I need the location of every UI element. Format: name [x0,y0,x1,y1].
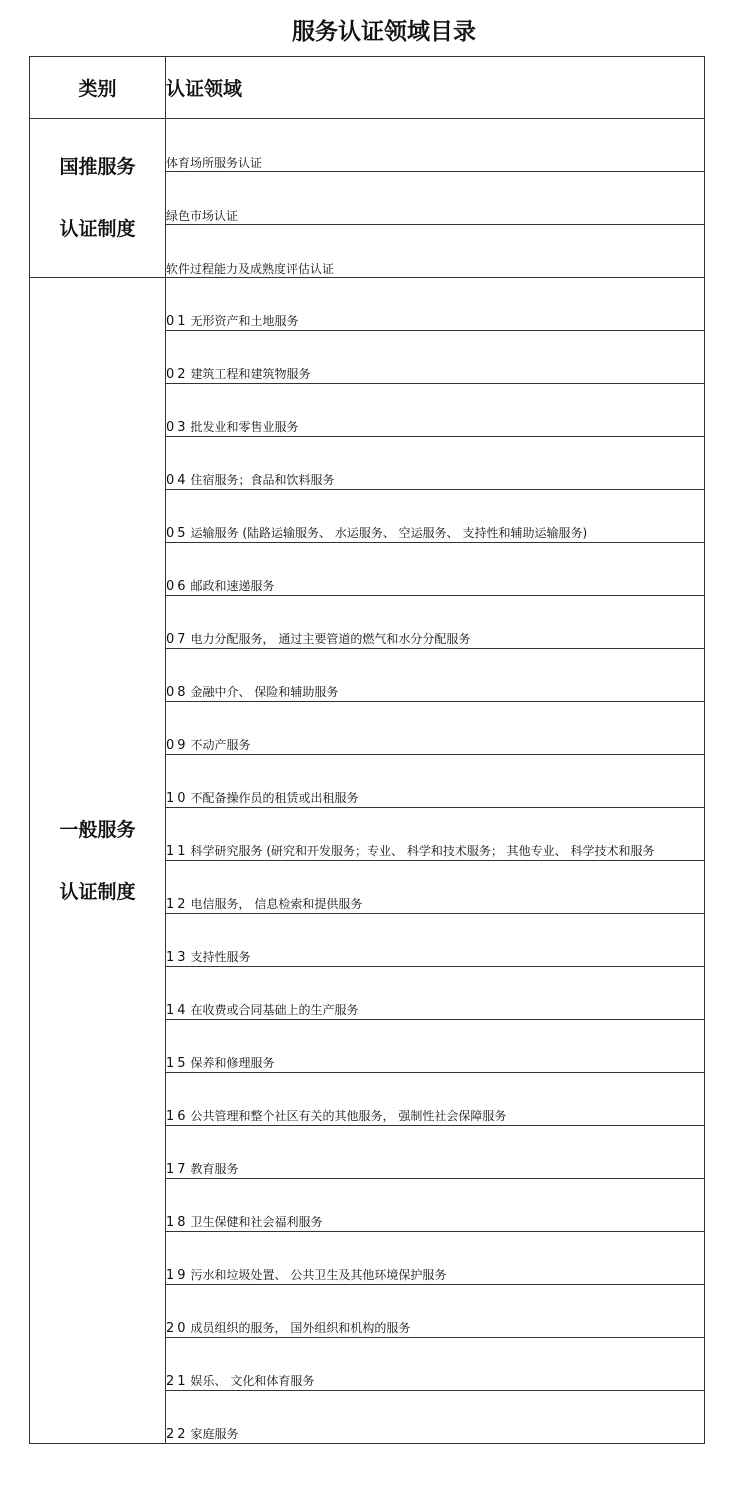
area-number: 01 [166,314,189,329]
area-cell [166,331,705,384]
area-cell [166,1285,705,1338]
area-number: 14 [166,1003,189,1018]
area-label: 娱乐、 文化和体育服务 [190,1374,315,1388]
area-cell [166,1391,705,1444]
header-area: 认证领域 [166,57,705,119]
page-title: 服务认证领域目录 [292,19,476,45]
area-label: 电力分配服务， 通过主要管道的燃气和水分分配服务 [190,632,471,646]
area-number: 08 [166,685,189,700]
area-number: 22 [166,1427,189,1442]
area-label: 金融中介、 保险和辅助服务 [190,685,339,699]
area-label: 无形资产和土地服务 [190,314,299,328]
area-label: 公共管理和整个社区有关的其他服务， 强制性社会保障服务 [190,1109,507,1123]
area-number: 10 [166,791,189,806]
area-label: 住宿服务；食品和饮料服务 [190,473,335,487]
category-label-line: 认证制度 [59,218,136,240]
area-cell [166,1126,705,1179]
area-label: 不动产服务 [190,738,251,752]
area-cell [166,543,705,596]
area-number: 20 [166,1321,189,1336]
area-label: 保养和修理服务 [190,1056,275,1070]
area-cell [166,596,705,649]
area-number: 04 [166,473,189,488]
area-number: 12 [166,897,189,912]
area-cell [166,861,705,914]
area-label: 科学研究服务 (研究和开发服务；专业、 科学和技术服务； 其他专业、 科学技术和服务 [190,844,655,858]
area-label: 污水和垃圾处置、 公共卫生及其他环境保护服务 [190,1268,447,1282]
area-cell [166,1232,705,1285]
area-cell [166,437,705,490]
table-body [30,119,705,1444]
area-label: 电信服务， 信息检索和提供服务 [190,897,363,911]
table-row [30,278,705,331]
area-number: 17 [166,1162,189,1177]
area-cell [166,967,705,1020]
category-cell [30,278,166,1444]
area-label: 绿色市场认证 [166,209,239,223]
area-number: 05 [166,526,189,541]
category-label-line: 一般服务 [59,818,136,841]
area-number: 09 [166,738,189,753]
area-number: 02 [166,367,189,382]
area-cell [166,278,705,331]
area-label: 卫生保健和社会福利服务 [190,1215,323,1229]
area-cell [166,1338,705,1391]
area-number: 18 [166,1215,189,1230]
category-cell [30,119,166,278]
area-number: 11 [166,844,189,859]
area-number: 21 [166,1374,189,1389]
certification-catalog-table [29,56,705,1444]
area-cell [166,1020,705,1073]
category-label-line: 认证制度 [59,880,136,903]
area-label: 不配备操作员的租赁或出租服务 [190,791,359,805]
area-label: 支持性服务 [190,950,251,964]
area-cell [166,490,705,543]
area-number: 16 [166,1109,189,1124]
area-cell [166,384,705,437]
area-label: 体育场所服务认证 [166,156,263,170]
area-label: 家庭服务 [190,1427,239,1441]
area-cell [166,225,705,278]
area-number: 07 [166,632,189,647]
area-cell [166,649,705,702]
area-cell [166,119,705,172]
area-label: 运输服务 (陆路运输服务、 水运服务、 空运服务、 支持性和辅助运输服务) [190,526,588,540]
area-label: 软件过程能力及成熟度评估认证 [166,262,335,276]
area-label: 邮政和速递服务 [190,579,275,593]
area-cell [166,755,705,808]
area-cell [166,172,705,225]
area-label: 教育服务 [190,1162,239,1176]
area-cell [166,702,705,755]
area-number: 06 [166,579,189,594]
area-label: 建筑工程和建筑物服务 [190,367,311,381]
area-label: 在收费或合同基础上的生产服务 [190,1003,359,1017]
table-header-row [30,57,705,119]
area-cell [166,914,705,967]
header-category: 类别 [30,57,166,119]
area-label: 批发业和零售业服务 [190,420,299,434]
area-number: 15 [166,1056,189,1071]
area-cell [166,1179,705,1232]
category-label-line: 国推服务 [59,156,136,178]
area-cell [166,808,705,861]
table-row [30,119,705,172]
area-number: 19 [166,1268,189,1283]
area-number: 13 [166,950,189,965]
area-cell [166,1073,705,1126]
area-label: 成员组织的服务， 国外组织和机构的服务 [190,1321,411,1335]
area-number: 03 [166,420,189,435]
